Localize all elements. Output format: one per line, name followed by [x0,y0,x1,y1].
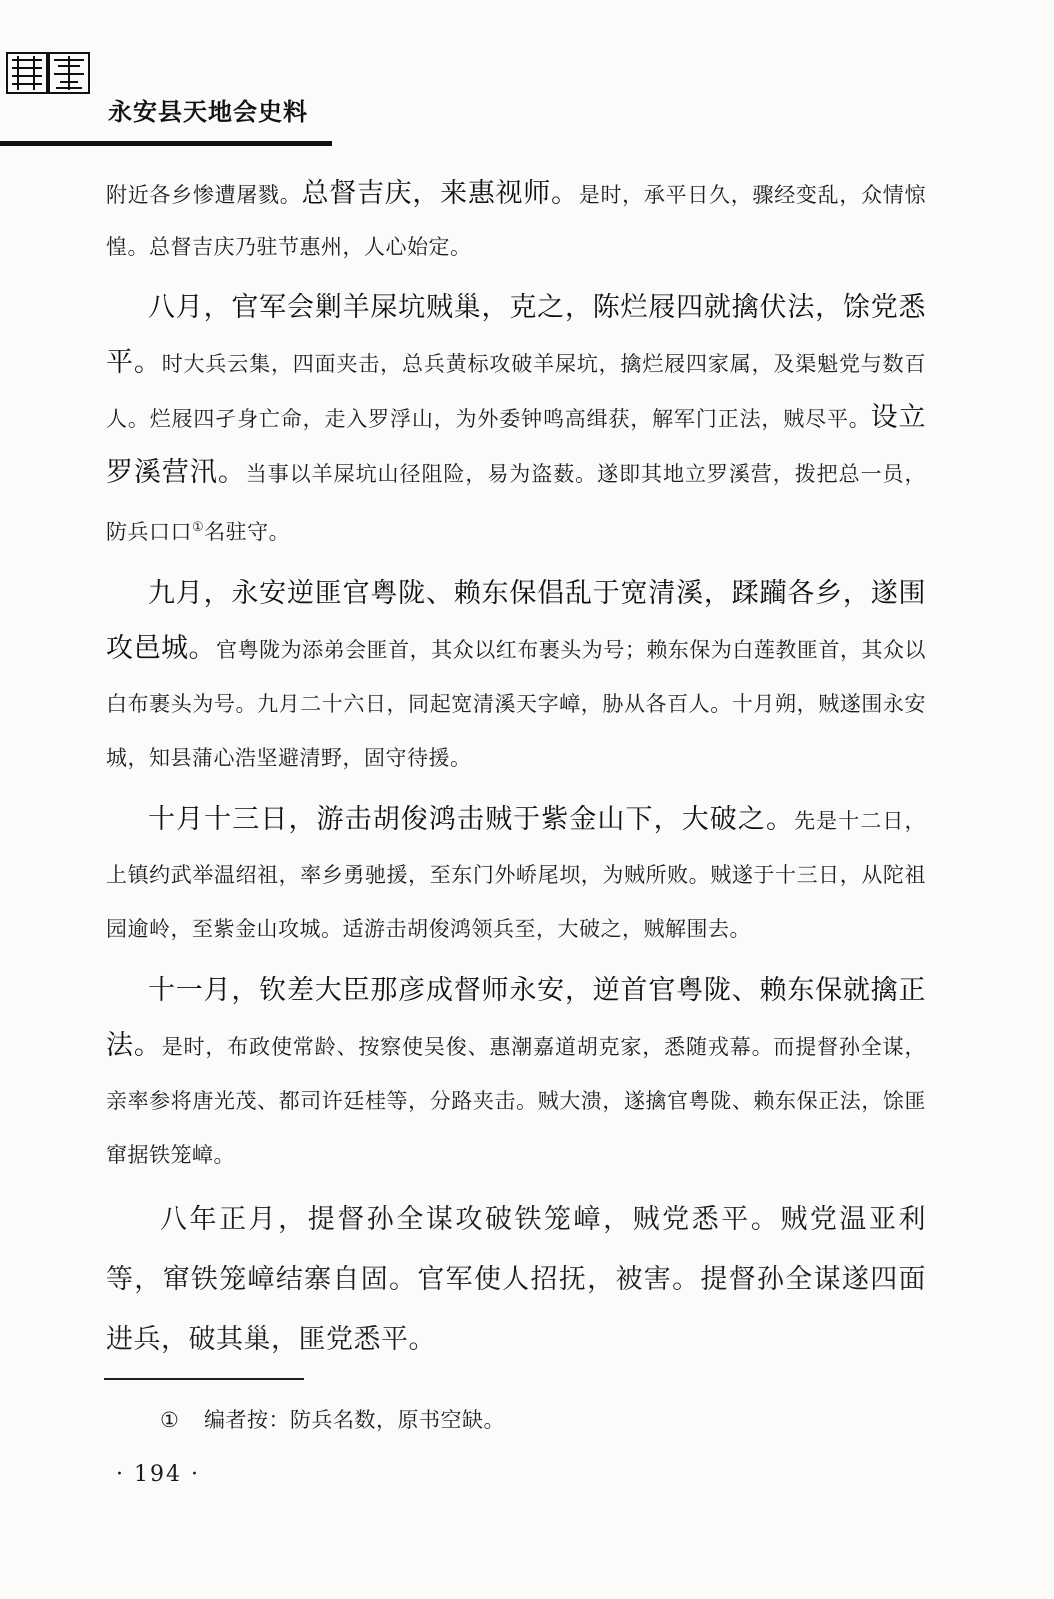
main-text [106,168,926,1378]
header-rule [0,141,332,146]
footnote-mark: ① [160,1408,180,1432]
footnote-rule [104,1378,304,1380]
paragraph-eighth-year [106,1190,926,1370]
entry-note: 是时，承平日久，骤经变乱，众情惊惶。总督吉庆乃驻节惠州，人心始定。 [106,183,927,259]
entry-heading: 八月，官军会剿羊屎坑贼巢，克之，陈烂屐四就擒伏法，馀党悉平。 [106,292,926,378]
entry-heading: 总督吉庆，来惠视师。 [301,178,579,209]
entry-heading-secondary: 设立罗溪营汛。 [106,402,927,488]
series-seal-logo [6,52,90,94]
entry-note: 是时，布政使常龄、按察使吴俊、惠潮嘉道胡克家，悉随戎幕。而提督孙全谋，亲率参将唐光茂、都司许廷桂等，分路夹击。贼大溃，遂擒官粤陇、赖东保正法，馀匪窜据铁笼嶂。 [106,1035,927,1167]
footnote [160,1404,505,1434]
entry-heading: 十一月，钦差大臣那彦成督师永安，逆首官粤陇、赖东保就擒正法。 [106,975,926,1061]
entry-heading: 八年正月，提督孙全谋攻破铁笼嶂，贼党悉平。贼党温亚利等，窜铁笼嶂结寨自固。官军使人招抚，被害。提督孙全谋遂四面进兵，破其巢，匪党悉平。 [106,1204,926,1355]
page-number: · 194 · [116,1462,200,1487]
footnote-ref[interactable]: ① [192,520,205,535]
pre-text: 附近各乡惨遭屠戮。 [106,183,302,207]
entry-heading: 九月，永安逆匪官粤陇、赖东保倡乱于宽清溪，蹂躏各乡，遂围攻邑城。 [106,578,926,664]
entry-note: 先是十二日，上镇约武举温绍祖，率乡勇驰援，至东门外峤尾坝，为贼所败。贼遂于十三日，从陀祖园逾岭，至紫金山攻城。适游击胡俊鸿领兵至，大破之，贼解围去。 [106,809,927,941]
entry-note: 官粤陇为添弟会匪首，其众以红布裹头为号；赖东保为白莲教匪首，其众以白布裹头为号。九月二十六日，同起宽清溪天字嶂，胁从各百人。十月朔，贼遂围永安城，知县蒲心浩坚避清野，固守待援。 [106,638,927,770]
entry-note-tail: 名驻守。 [204,520,291,544]
entry-note-secondary: 当事以羊屎坑山径阻险，易为盗薮。遂即其地立罗溪营，拨把总一员，防兵口口 [106,462,927,544]
paragraph-august [106,281,926,559]
paragraph-november [106,964,926,1182]
entry-heading: 十月十三日，游击胡俊鸿击贼于紫金山下，大破之。 [148,804,795,835]
paragraph-continued [106,168,926,273]
running-title: 永安县天地会史料 [108,98,308,126]
footnote-text: 编者按：防兵名数，原书空缺。 [204,1408,505,1432]
paragraph-september [106,567,926,785]
entry-note: 时大兵云集，四面夹击，总兵黄标攻破羊屎坑，擒烂屐四家属，及渠魁党与数百人。烂屐四孑身亡命，走入罗浮山，为外委钟鸣高缉获，解军门正法，贼尽平。 [106,352,927,431]
paragraph-october [106,793,926,956]
